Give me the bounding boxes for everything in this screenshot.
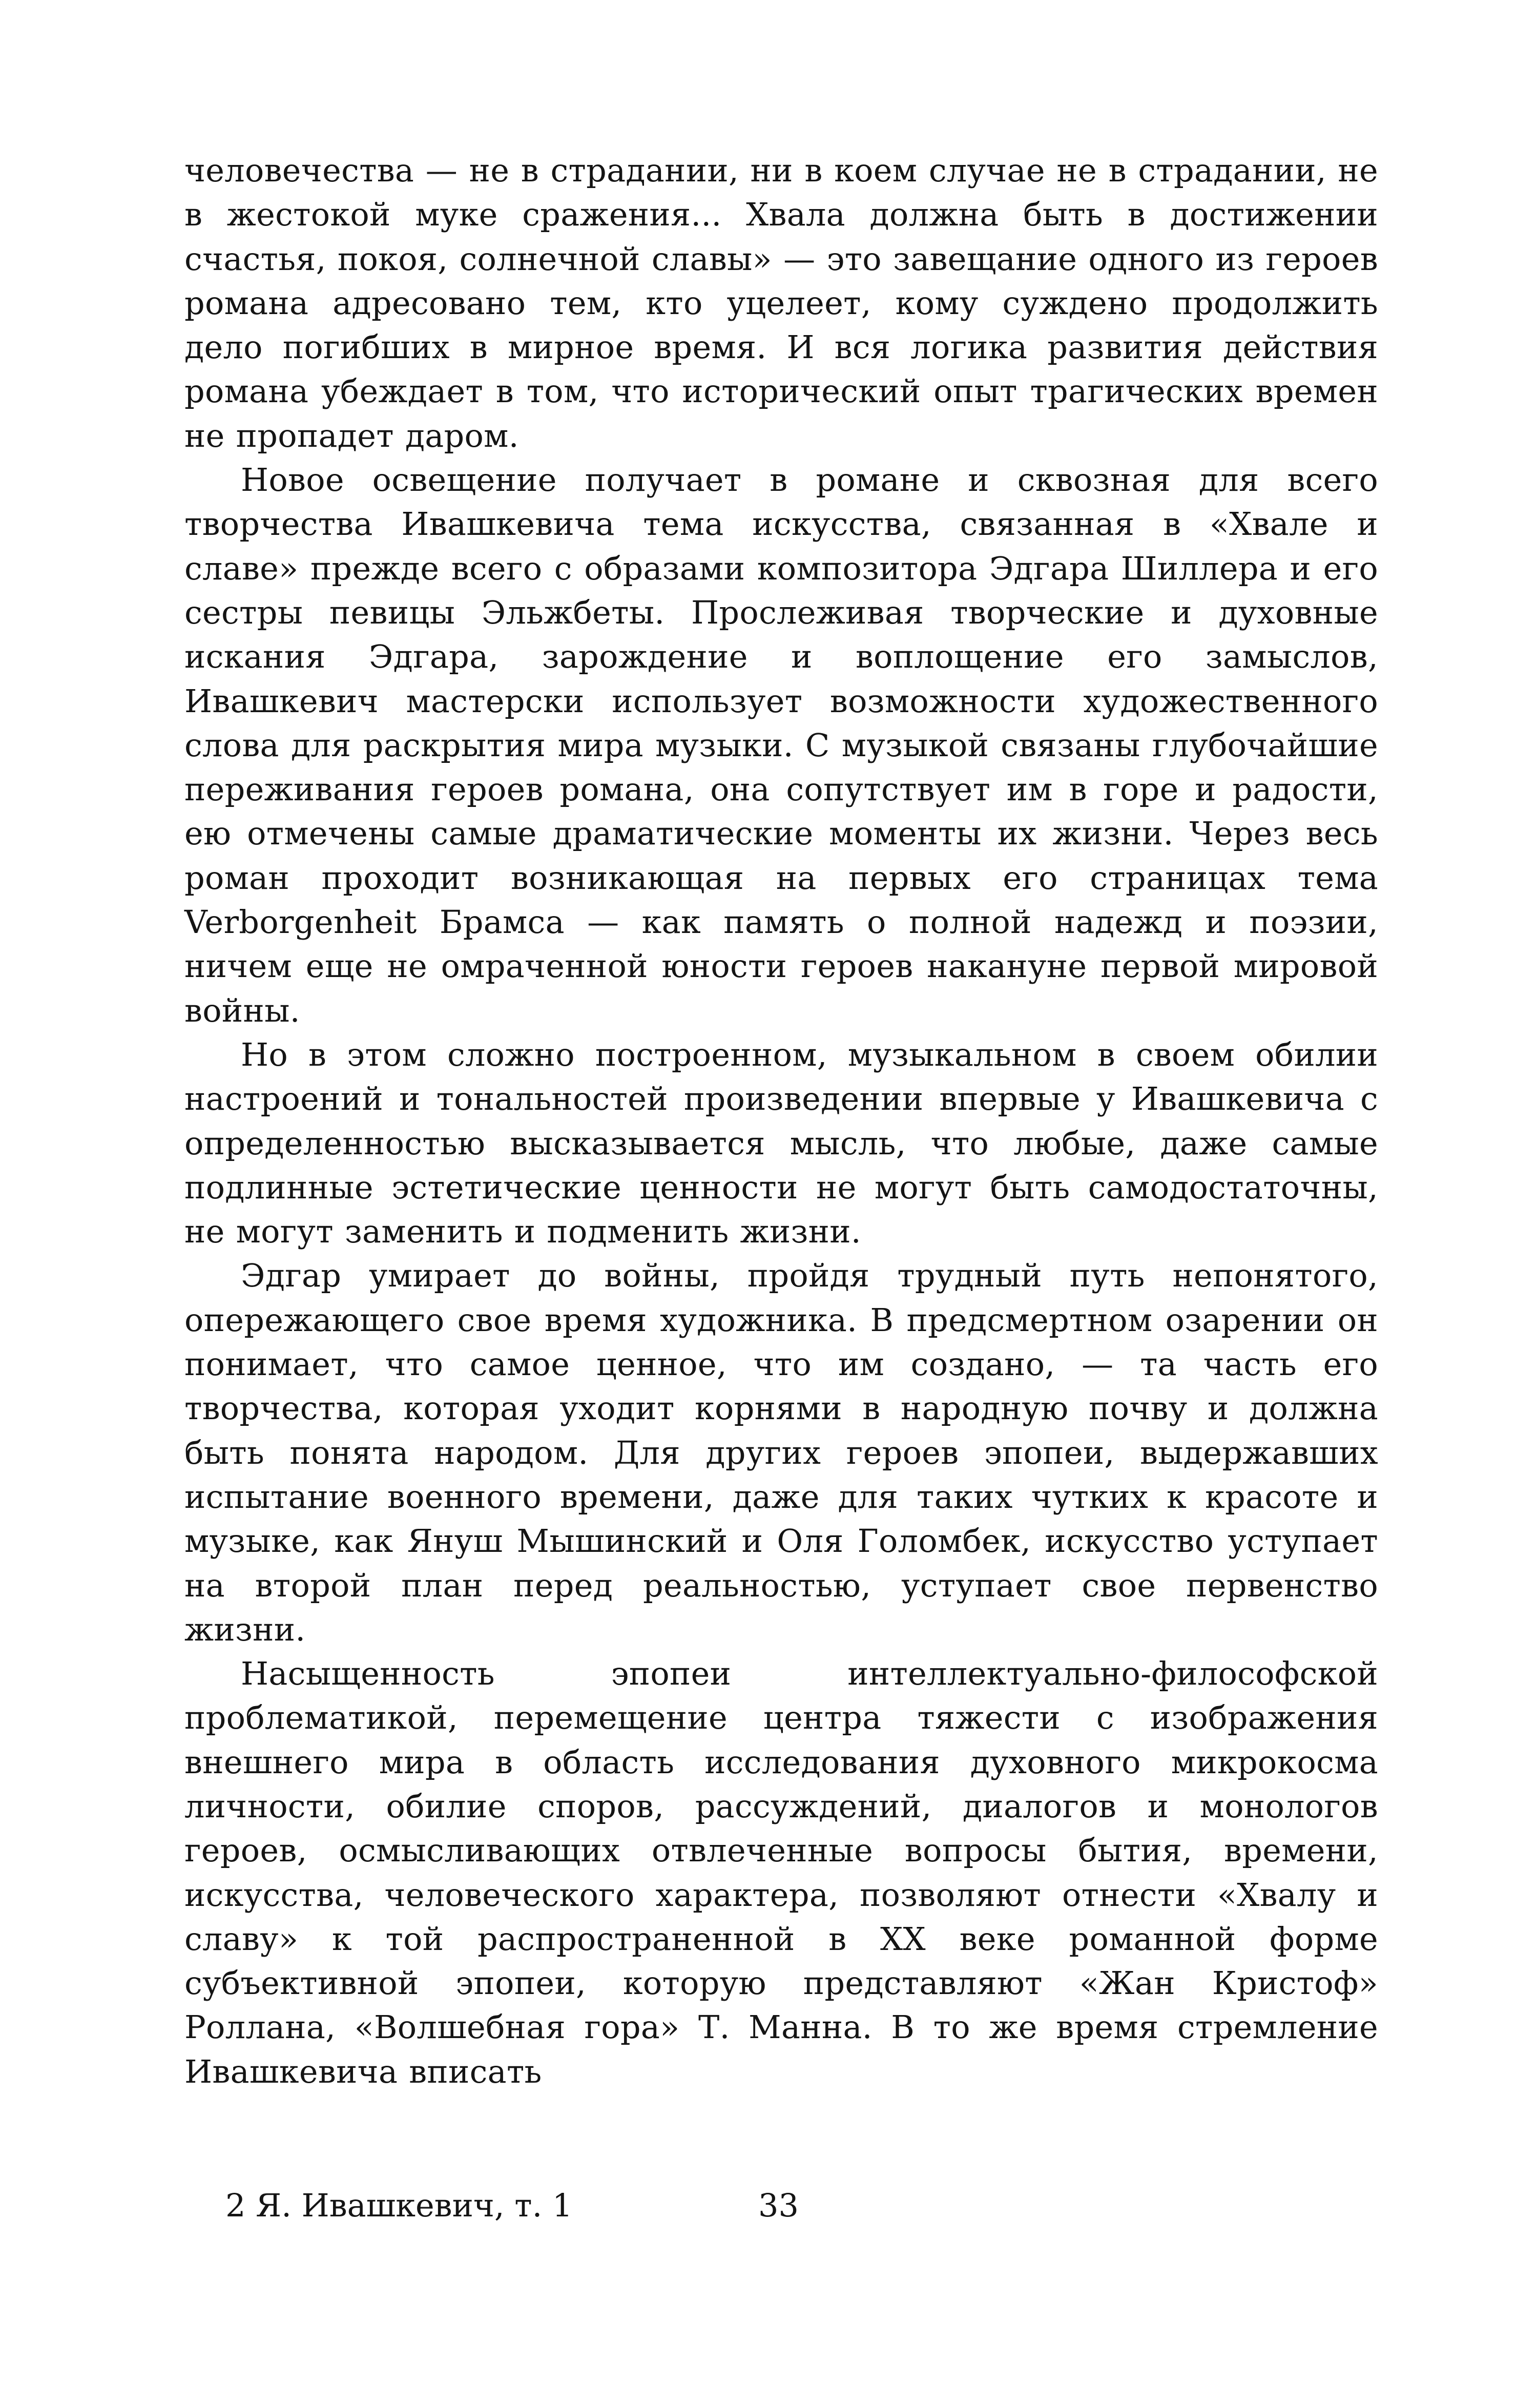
paragraph-continuation: человечества — не в страдании, ни в коем случае не в страдании, не в жестокой муке сражения... Хвала должна быть в достижении счастья, покоя, солнечной славы» — это завещание одного из героев романа адресовано тем, кто уцелеет, кому суждено продолжить дело погибших в мирное время. И вся логика развития действия романа убеждает в том, что исторический опыт трагических времен не пропадет даром. — [184, 152, 1378, 454]
page-footer — [184, 2183, 1378, 2229]
printer-signature: 2 Я. Ивашкевич, т. 1 — [225, 2187, 573, 2224]
paragraph-aesthetic-values: Но в этом сложно построенном, музыкальном в своем обилии настроений и тональностей произведении впервые у Ивашкевича с определенностью высказывается мысль, что любые, даже самые подлинные эстетические ценности не могут быть самодостаточны, не могут заменить и подменить жизни. — [184, 1035, 1378, 1251]
book-page — [184, 149, 1378, 2249]
text-body — [184, 149, 1378, 2094]
paragraph-epic-form: Насыщенность эпопеи интеллектуально-философской проблематикой, перемещение центра тяжести с изображения внешнего мира в область исследования духовного микрокосма личности, обилие споров, рассуждений, диалогов и монологов героев, осмысливающих отвлеченные вопросы бытия, времени, искусства, человеческого характера, позволяют отнести «Хвалу и славу» к той распространенной в XX веке романной форме субъективной эпопеи, которую представляют «Жан Кристоф» Роллана, «Волшебная гора» Т. Манна. В то же время стремление Ивашкевича вписать — [184, 1655, 1378, 2090]
paragraph-art-theme: Новое освещение получает в романе и сквозная для всего творчества Ивашкевича тема искусства, связанная в «Хвале и славе» прежде всего с образами композитора Эдгара Шиллера и его сестры певицы Эльжбеты. Прослеживая творческие и духовные искания Эдгара, зарождение и воплощение его замыслов, Ивашкевич мастерски использует возможности художественного слова для раскрытия мира музыки. С музыкой связаны глубочайшие переживания героев романа, она сопутствует им в горе и радости, ею отмечены самые драматические моменты их жизни. Через весь роман проходит возникающая на первых его страницах тема Verborgenheit Брамса — как память о полной надежд и поэзии, ничем еще не омраченной юности героев накануне первой мировой войны. — [184, 461, 1378, 1029]
paragraph-edgar: Эдгар умирает до войны, пройдя трудный путь непонятого, опережающего свое время художника. В предсмертном озарении он понимает, что самое ценное, что им создано, — та часть его творчества, которая уходит корнями в народную почву и должна быть понята народом. Для других героев эпопеи, выдержавших испытание военного времени, даже для таких чутких к красоте и музыке, как Януш Мышинский и Оля Голомбек, искусство уступает на второй план перед реальностью, уступает свое первенство жизни. — [184, 1257, 1378, 1648]
page-number: 33 — [758, 2187, 799, 2224]
